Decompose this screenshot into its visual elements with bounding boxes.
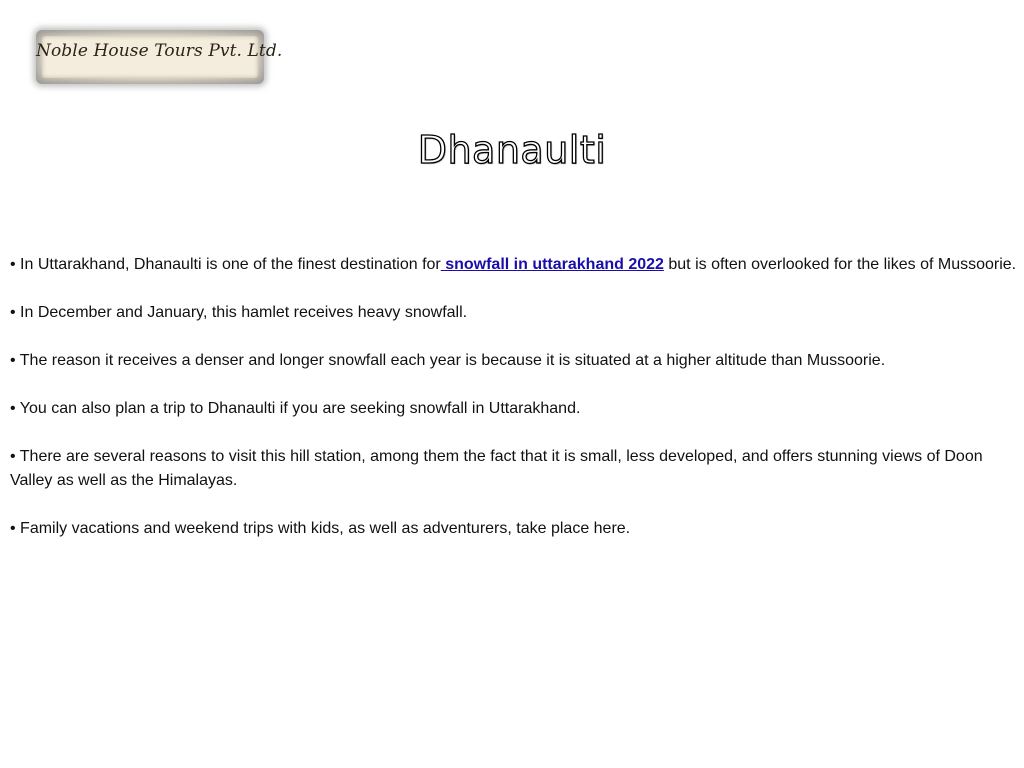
bullet-item-2 <box>10 301 1018 325</box>
bullet-item-1 <box>10 253 1018 277</box>
bullet-marker: • <box>10 256 16 273</box>
page-title: Dhanaulti <box>417 128 607 172</box>
snowfall-link[interactable]: snowfall in uttarakhand 2022 <box>440 256 664 273</box>
bullet-marker: • <box>10 520 16 537</box>
bullet-text: In December and January, this hamlet receives heavy snowfall. <box>15 304 468 321</box>
bullet-marker: • <box>10 400 16 417</box>
bullet-marker: • <box>10 304 16 321</box>
bullet-text: The reason it receives a denser and longer snowfall each year is because it is situated at a higher altitude than Mussoorie. <box>15 352 886 369</box>
logo-text: Noble House Tours Pvt. Ltd. <box>36 41 283 61</box>
bullet-marker: • <box>10 352 16 369</box>
bullet-item-6 <box>10 517 1018 541</box>
bullet-text: but is often overlooked for the likes of Mussoorie. <box>663 256 1017 273</box>
bullet-list <box>10 253 1018 565</box>
bullet-marker: • <box>10 448 16 465</box>
company-logo <box>36 30 283 84</box>
bullet-text: There are several reasons to visit this hill station, among them the fact that it is small, less developed, and offers stunning views of Doon Valley as well as the Himalayas. <box>10 448 983 489</box>
bullet-text: In Uttarakhand, Dhanaulti is one of the finest destination for <box>15 256 441 273</box>
bullet-item-5 <box>10 445 1018 493</box>
bullet-text: Family vacations and weekend trips with kids, as well as adventurers, take place here. <box>15 520 631 537</box>
bullet-text: You can also plan a trip to Dhanaulti if you are seeking snowfall in Uttarakhand. <box>15 400 581 417</box>
bullet-item-4 <box>10 397 1018 421</box>
bullet-item-3 <box>10 349 1018 373</box>
